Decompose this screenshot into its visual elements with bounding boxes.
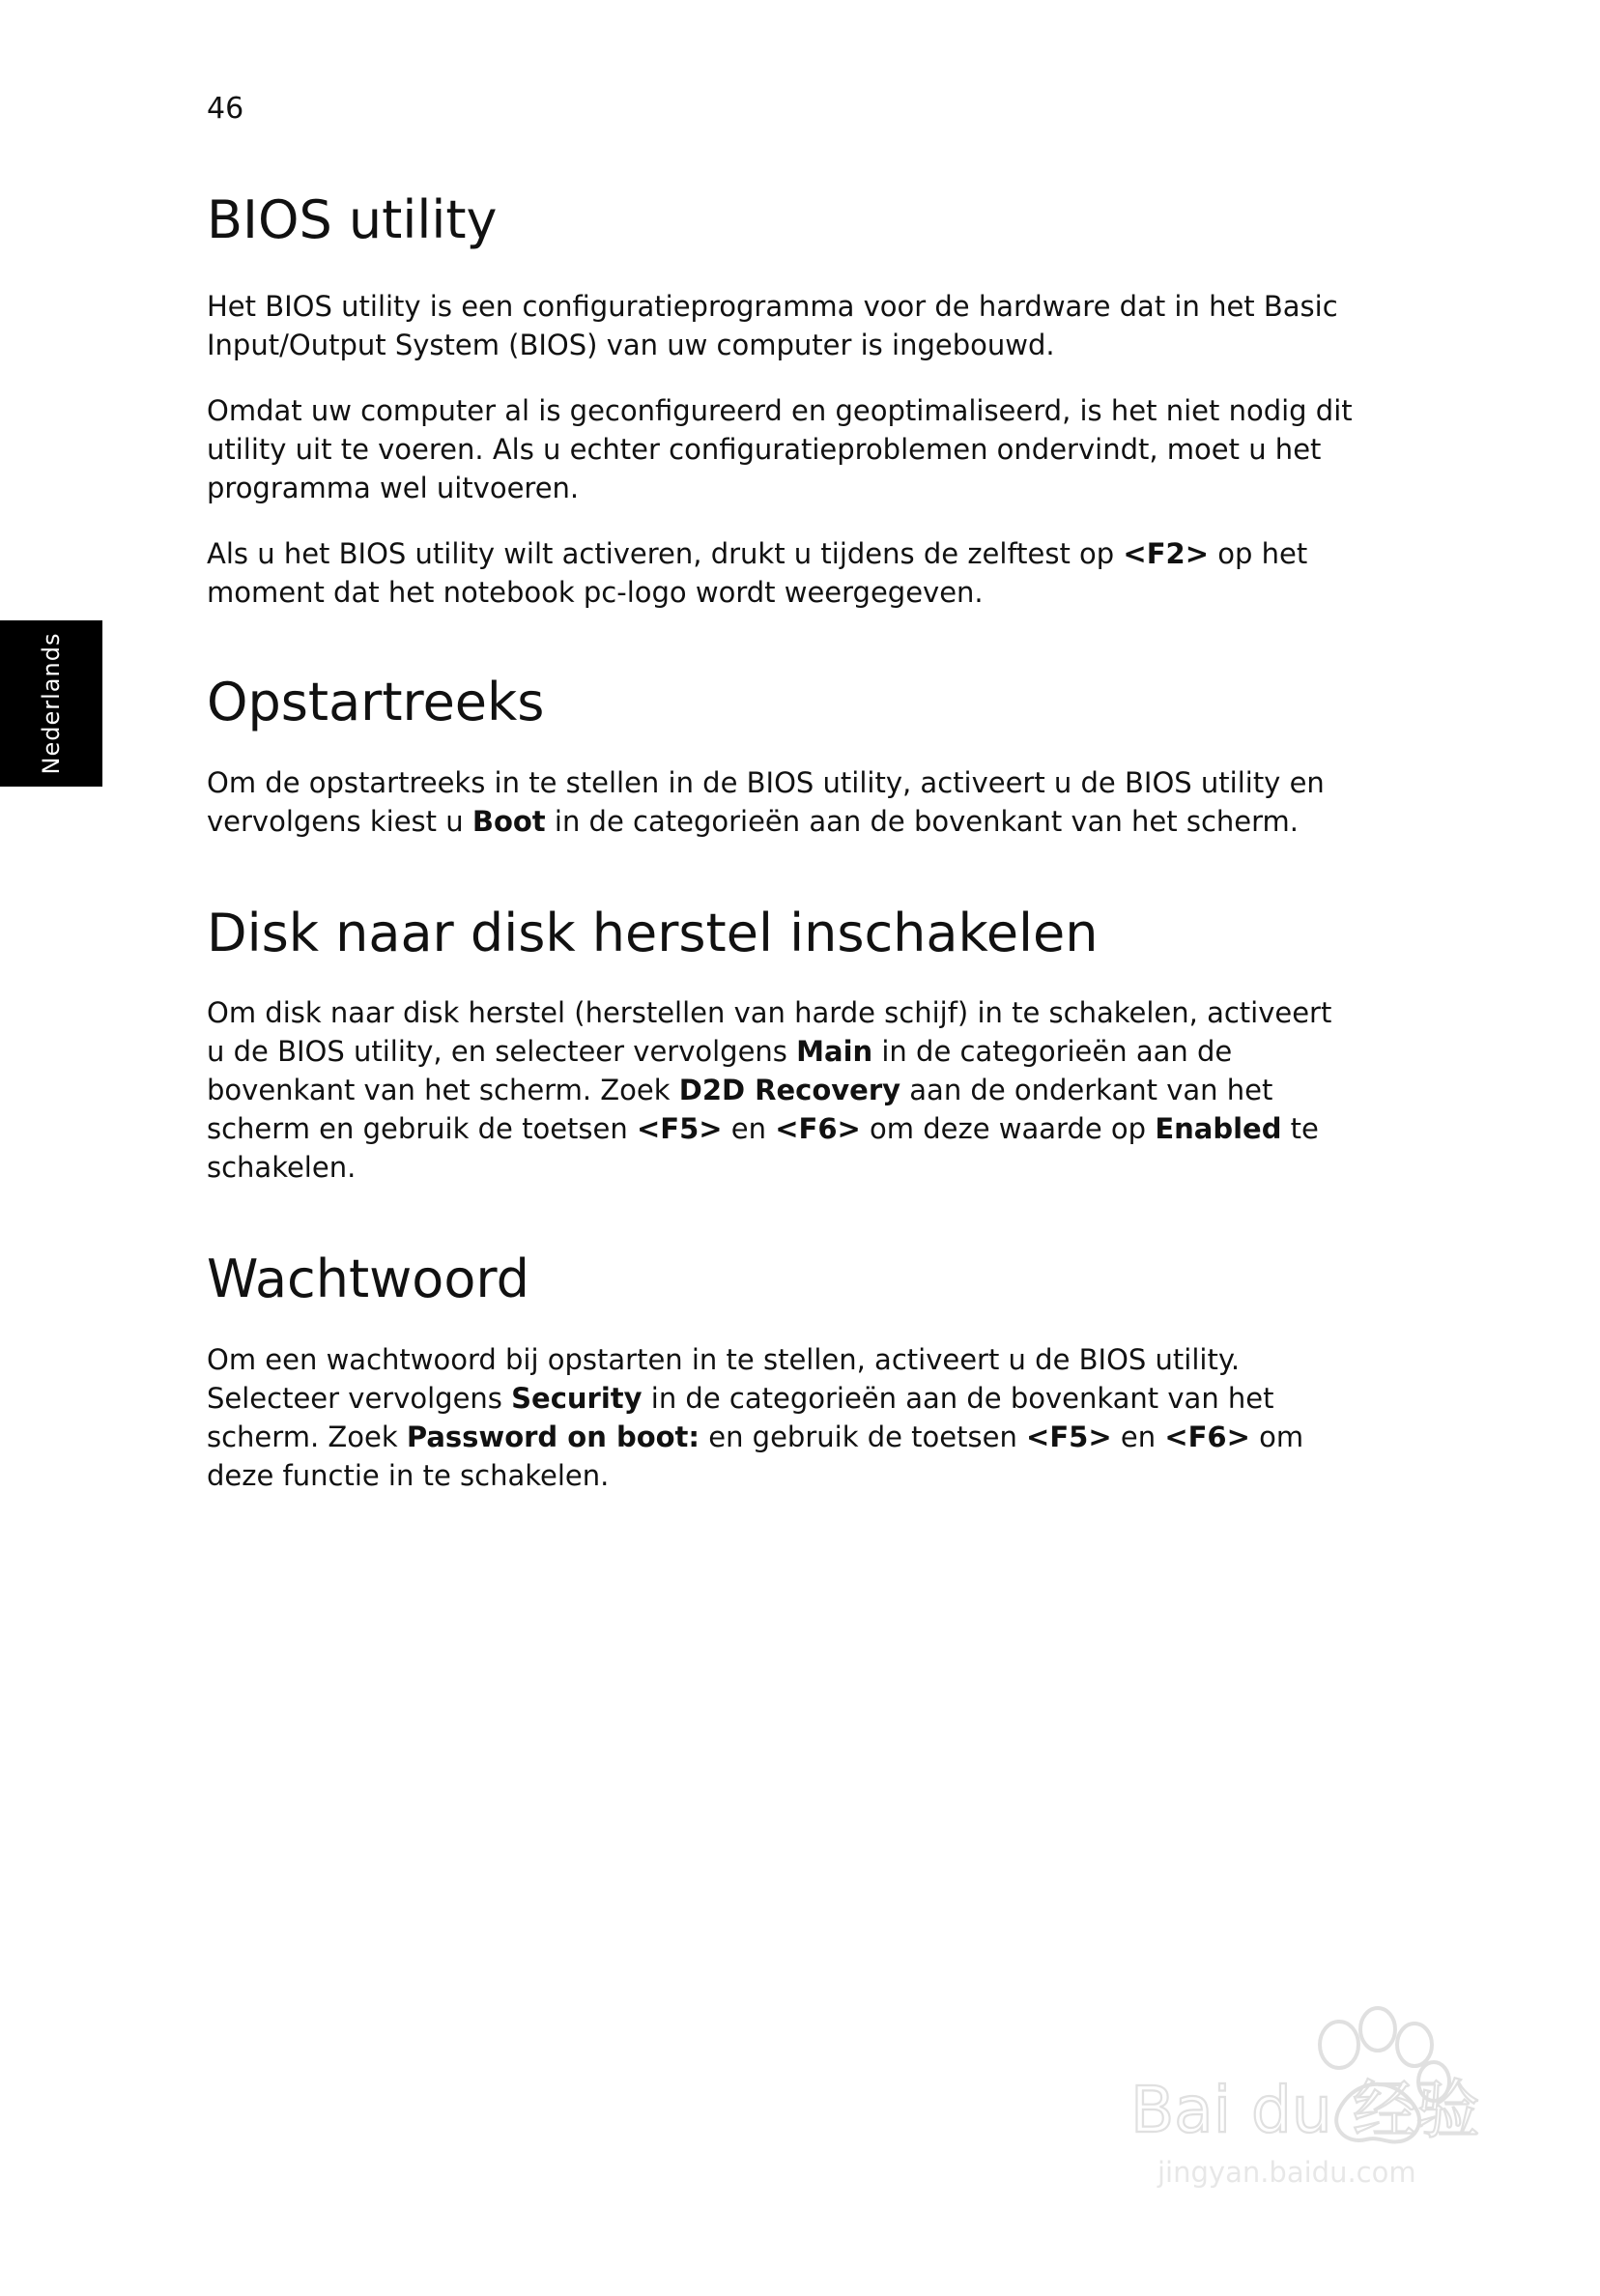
section-title-bios-utility: BIOS utility	[207, 189, 498, 250]
disk-herstel-part-11: te schakelen.	[207, 1112, 1319, 1185]
password-on-boot-label: Password on boot:	[406, 1421, 700, 1454]
section-opstartreeks	[207, 672, 1357, 841]
security-menu-label: Security	[511, 1382, 643, 1416]
section-bios-utility	[207, 189, 1357, 612]
f5-key-label-password: <F5>	[1026, 1421, 1112, 1454]
side-language-tab	[0, 620, 102, 787]
disk-herstel-paragraph	[207, 993, 1357, 1187]
f6-key-label-password: <F6>	[1164, 1421, 1250, 1454]
enabled-value-label: Enabled	[1155, 1112, 1282, 1146]
wachtwoord-part-9: om deze functie in te schakelen.	[207, 1421, 1304, 1493]
wachtwoord-part-3: in de categorieën aan de bovenkant van het scherm. Zoek	[207, 1382, 1274, 1454]
wachtwoord-part-1: Om een wachtwoord bij opstarten in te stellen, activeert u de BIOS utility. Selecteer vervolgens	[207, 1343, 1241, 1416]
baidu-watermark	[1117, 1969, 1494, 2211]
section-title-opstartreeks: Opstartreeks	[207, 671, 545, 732]
disk-herstel-part-5: aan de onderkant van het scherm en gebruik de toetsen	[207, 1074, 1273, 1146]
wachtwoord-paragraph	[207, 1340, 1357, 1495]
bios-utility-paragraph-3-after: op het moment dat het notebook pc-logo wordt weergegeven.	[207, 536, 1308, 609]
document-content	[207, 189, 1357, 1495]
baidu-watermark-brand: Bai du 经验	[1130, 2073, 1480, 2147]
baidu-watermark-url: jingyan.baidu.com	[1157, 2156, 1416, 2189]
opstartreeks-paragraph	[207, 763, 1357, 841]
bios-utility-paragraph-1: Het BIOS utility is een configuratieprogramma voor de hardware dat in het Basic Input/Output System (BIOS) van uw computer is ingebouwd.	[207, 289, 1338, 361]
bios-utility-paragraph-3	[207, 534, 1357, 612]
disk-herstel-part-3: in de categorieën aan de bovenkant van het scherm. Zoek	[207, 1035, 1233, 1107]
opstartreeks-paragraph-before: Om de opstartreeks in te stellen in de BIOS utility, activeert u de BIOS utility en vervolgens kiest u	[207, 765, 1325, 838]
f2-key-label: <F2>	[1123, 536, 1210, 570]
disk-herstel-part-1: Om disk naar disk herstel (herstellen van harde schijf) in te schakelen, activeert u de BIOS utility, en selecteer vervolgens	[207, 996, 1332, 1069]
section-title-wachtwoord: Wachtwoord	[207, 1248, 529, 1310]
baidu-watermark-graphic	[1117, 1969, 1494, 2211]
page-number: 46	[207, 92, 244, 126]
boot-menu-label: Boot	[471, 804, 546, 838]
section-title-disk-naar-disk-herstel: Disk naar disk herstel inschakelen	[207, 902, 1099, 963]
main-menu-label: Main	[796, 1035, 873, 1069]
d2d-recovery-label: D2D Recovery	[678, 1074, 901, 1107]
disk-herstel-part-7: en	[722, 1112, 776, 1146]
section-wachtwoord	[207, 1248, 1357, 1495]
bios-utility-paragraph-2: Omdat uw computer al is geconfigureerd en geoptimaliseerd, is het niet nodig dit utility uit te voeren. Als u echter configuratieproblemen ondervindt, moet u het programma wel uitvoeren.	[207, 393, 1353, 504]
bios-utility-paragraph-3-before: Als u het BIOS utility wilt activeren, drukt u tijdens de zelftest op	[207, 536, 1124, 570]
f5-key-label-disk: <F5>	[636, 1112, 723, 1146]
disk-herstel-part-9: om deze waarde op	[860, 1112, 1156, 1146]
section-disk-naar-disk-herstel	[207, 903, 1357, 1188]
f6-key-label-disk: <F6>	[775, 1112, 861, 1146]
wachtwoord-part-5: en gebruik de toetsen	[700, 1421, 1027, 1454]
opstartreeks-paragraph-after: in de categorieën aan de bovenkant van het scherm.	[545, 804, 1300, 838]
wachtwoord-part-7: en	[1111, 1421, 1165, 1454]
side-language-tab-label: Nederlands	[38, 632, 65, 775]
